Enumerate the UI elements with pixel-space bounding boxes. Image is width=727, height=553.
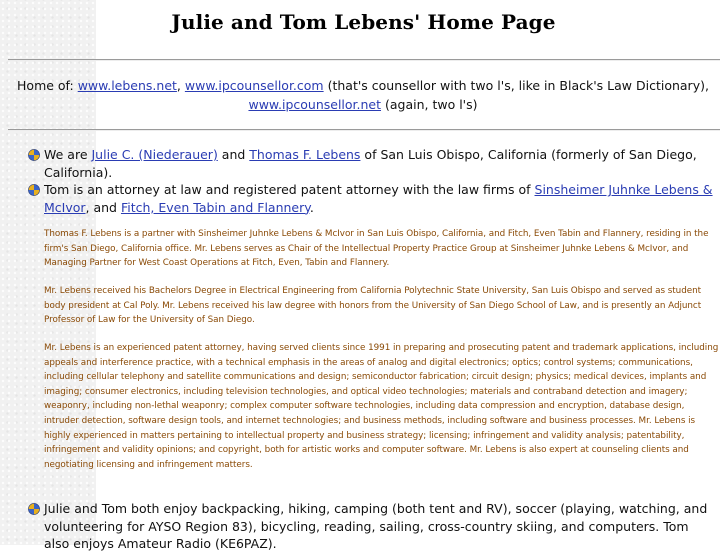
- home-of-line: [12, 76, 714, 114]
- page-title: Julie and Tom Lebens' Home Page: [171, 10, 556, 34]
- link-ipcounsellor-net[interactable]: www.ipcounsellor.net: [248, 97, 382, 112]
- divider-top: [8, 59, 720, 61]
- link-julie[interactable]: Julie C. (Niederauer): [91, 147, 218, 162]
- link-ipcounsellor-com[interactable]: www.ipcounsellor.com: [184, 78, 324, 93]
- home-of-suffix: (again, two l's): [381, 97, 478, 112]
- globe-bullet-icon: [28, 503, 40, 515]
- home-of-sep2: ,: [704, 78, 709, 93]
- bio-paragraph-2: Mr. Lebens received his Bachelors Degree in Electrical Engineering from California Polytechnic State University, San Luis Obispo and served as student body president at Cal Poly. Mr. Lebens received his law degree with honors from the University of San Diego School of Law, and is presently an Adjunct Professor of Law for the University of San Diego.: [44, 286, 702, 326]
- tom-t2: , and: [85, 199, 121, 215]
- home-of-mid: (that's counsellor with two l's, like in Black's Law Dictionary): [323, 78, 705, 93]
- home-of-sep: ,: [176, 78, 185, 93]
- list-item-tom-attorney: [28, 181, 714, 216]
- link-fitch[interactable]: Fitch, Even Tabin and Flannery: [120, 199, 310, 215]
- tom-attorney-text: [44, 181, 714, 216]
- link-sinsheimer[interactable]: Sinsheimer Juhnke Lebens & McIvor: [44, 182, 713, 215]
- bio-paragraph-3: Mr. Lebens is an experienced patent attorney, having served clients since 1991 in preparing and prosecuting patent and trademark applications, including appeals and interference practice, with a technical emphasis in the areas of analog and digital electronics; optics; control systems; communications, including cellular telephony and satellite communications and design; semiconductor fabrication; circuit design; physics; medical devices, implants and imaging; consumer electronics, including television technologies, and optical video technologies; materials and contraband detection and imagery; weaponry, including non-lethal weaponry; complex computer software technologies, including data compression and encryption, database design, intruder detection, software design tools, and internet technologies; and business methods, including software and business processes. Mr. Lebens is highly experienced in matters pertaining to intellectual property and business strategy; licensing; infringement and validity analysis; patentability, infringement and validity opinions; and copyright, both for artistic works and computer software. Mr. Lebens is also expert at counseling clients and negotiating licensing and infringement matters.: [44, 343, 719, 470]
- tom-t1: Tom is an attorney at law and registered patent attorney with the law firms of: [44, 182, 535, 197]
- we-are-t3: of San Luis Obispo, California (formerly of San Diego, California).: [44, 147, 697, 180]
- link-thomas[interactable]: Thomas F. Lebens: [249, 147, 361, 162]
- home-of-prefix: Home of:: [17, 78, 78, 93]
- hobbies-text: Julie and Tom both enjoy backpacking, hiking, camping (both tent and RV), soccer (playing, watching, and volunteering for AYSO Region 83), bicycling, reading, sailing, cross-country skiing, and computers. Tom also enjoys Amateur Radio (KE6PAZ).: [44, 501, 708, 551]
- we-are-text: [44, 146, 714, 181]
- tom-t3: .: [309, 199, 314, 215]
- we-are-t2: and: [217, 147, 250, 162]
- divider-bottom: [8, 129, 720, 131]
- bio-paragraph-1: Thomas F. Lebens is a partner with Sinsheimer Juhnke Lebens & McIvor in San Luis Obispo, California, and Fitch, Even Tabin and Flannery, residing in the firm's San Diego, California office. Mr. Lebens serves as Chair of the Intellectual Property Practice Group at Sinsheimer Juhnke Lebens & McIvor, and Managing Partner for West Coast Operations at Fitch, Even, Tabin and Flannery.: [44, 229, 709, 269]
- globe-bullet-icon: [28, 149, 40, 161]
- list-item-we-are: [28, 146, 714, 181]
- link-lebens-net[interactable]: www.lebens.net: [77, 78, 177, 93]
- we-are-t1: We are: [44, 147, 92, 162]
- globe-bullet-icon: [28, 184, 40, 196]
